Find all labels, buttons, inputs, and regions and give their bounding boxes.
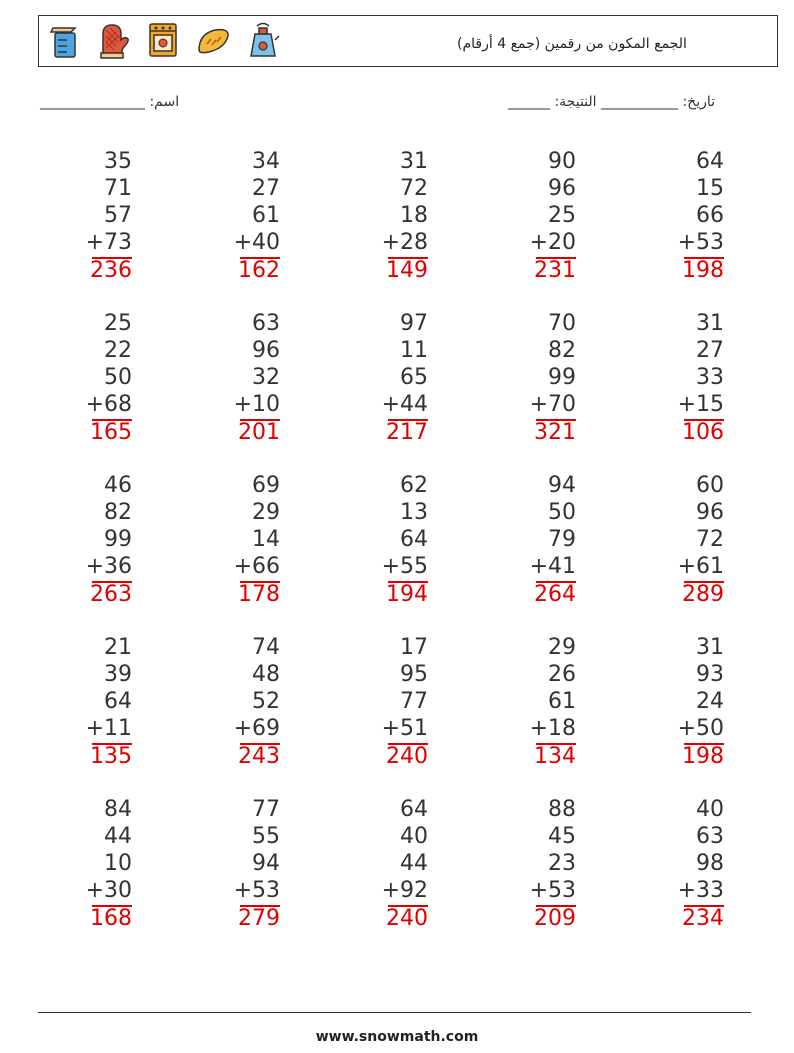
- sum-answer: 209: [534, 906, 576, 931]
- addend: 93: [696, 662, 724, 687]
- addend: 64: [400, 527, 428, 552]
- addition-problem: [654, 148, 724, 287]
- sum-answer: 234: [682, 906, 724, 931]
- addend: 48: [252, 662, 280, 687]
- addend: 96: [252, 338, 280, 363]
- addend: 29: [252, 500, 280, 525]
- addition-problem: [210, 472, 280, 611]
- addend-with-plus: +66: [233, 554, 280, 579]
- addend-with-plus: +73: [85, 230, 132, 255]
- addend: 96: [696, 500, 724, 525]
- addition-problem: [506, 796, 576, 935]
- sum-answer: 194: [386, 582, 428, 607]
- addend: 72: [696, 527, 724, 552]
- addition-problem: [210, 310, 280, 449]
- addend-with-plus: +53: [233, 878, 280, 903]
- sum-answer: 165: [90, 420, 132, 445]
- addend: 61: [548, 689, 576, 714]
- oven-mitt-icon: [95, 20, 131, 60]
- footer-divider: [38, 1012, 751, 1013]
- addend-with-plus: +41: [529, 554, 576, 579]
- addend: 40: [400, 824, 428, 849]
- footer-site: www.snowmath.com: [315, 1029, 479, 1045]
- addend: 99: [548, 365, 576, 390]
- addend: 50: [548, 500, 576, 525]
- addend-with-plus: +50: [677, 716, 724, 741]
- addend: 69: [252, 473, 280, 498]
- addend-with-plus: +28: [381, 230, 428, 255]
- addend: 44: [400, 851, 428, 876]
- addition-problem: [210, 796, 280, 935]
- addition-problem: [506, 472, 576, 611]
- addition-problem: [62, 796, 132, 935]
- sum-answer: 149: [386, 258, 428, 283]
- sum-answer: 134: [534, 744, 576, 769]
- addend: 95: [400, 662, 428, 687]
- addend-with-plus: +20: [529, 230, 576, 255]
- sum-answer: 240: [386, 744, 428, 769]
- addend: 13: [400, 500, 428, 525]
- addend-with-plus: +51: [381, 716, 428, 741]
- addend: 98: [696, 851, 724, 876]
- addend: 46: [104, 473, 132, 498]
- addend-with-plus: +36: [85, 554, 132, 579]
- sum-answer: 135: [90, 744, 132, 769]
- addition-problem: [654, 472, 724, 611]
- addend: 33: [696, 365, 724, 390]
- addend-with-plus: +61: [677, 554, 724, 579]
- addend: 61: [252, 203, 280, 228]
- addend: 40: [696, 797, 724, 822]
- addend: 34: [252, 149, 280, 174]
- addend: 32: [252, 365, 280, 390]
- sum-answer: 289: [682, 582, 724, 607]
- addend: 66: [696, 203, 724, 228]
- addend: 18: [400, 203, 428, 228]
- addend: 50: [104, 365, 132, 390]
- addend: 44: [104, 824, 132, 849]
- addend: 97: [400, 311, 428, 336]
- sum-answer: 263: [90, 582, 132, 607]
- addition-problem: [62, 634, 132, 773]
- addend: 79: [548, 527, 576, 552]
- bread-icon: [195, 20, 231, 60]
- header-box: [38, 15, 778, 67]
- addend-with-plus: +55: [381, 554, 428, 579]
- kettle-icon: [245, 20, 281, 60]
- addition-problem: [62, 472, 132, 611]
- addend: 31: [696, 635, 724, 660]
- sum-answer: 168: [90, 906, 132, 931]
- addend: 71: [104, 176, 132, 201]
- addend-with-plus: +30: [85, 878, 132, 903]
- sum-answer: 198: [682, 258, 724, 283]
- addend: 10: [104, 851, 132, 876]
- sum-answer: 231: [534, 258, 576, 283]
- addition-problem: [358, 310, 428, 449]
- addition-problem: [210, 634, 280, 773]
- addend: 64: [696, 149, 724, 174]
- addend: 63: [696, 824, 724, 849]
- addend: 14: [252, 527, 280, 552]
- addend: 96: [548, 176, 576, 201]
- addend: 23: [548, 851, 576, 876]
- addition-problem: [654, 796, 724, 935]
- sum-answer: 240: [386, 906, 428, 931]
- sum-answer: 217: [386, 420, 428, 445]
- addend: 82: [104, 500, 132, 525]
- addend: 65: [400, 365, 428, 390]
- sum-answer: 198: [682, 744, 724, 769]
- addition-problem: [210, 148, 280, 287]
- addend: 24: [696, 689, 724, 714]
- addend: 72: [400, 176, 428, 201]
- addend: 17: [400, 635, 428, 660]
- addend: 31: [400, 149, 428, 174]
- addend: 39: [104, 662, 132, 687]
- addend-with-plus: +18: [529, 716, 576, 741]
- name-field-label: _______________ :اسم: [40, 94, 180, 110]
- addend: 45: [548, 824, 576, 849]
- addend: 84: [104, 797, 132, 822]
- addend-with-plus: +10: [233, 392, 280, 417]
- addend: 74: [252, 635, 280, 660]
- addition-problem: [358, 796, 428, 935]
- addend: 77: [252, 797, 280, 822]
- sum-answer: 321: [534, 420, 576, 445]
- addend: 60: [696, 473, 724, 498]
- addend: 64: [400, 797, 428, 822]
- addition-problem: [506, 148, 576, 287]
- addition-problem: [62, 148, 132, 287]
- addend: 35: [104, 149, 132, 174]
- addend-with-plus: +92: [381, 878, 428, 903]
- header-icons: [45, 20, 281, 60]
- addend: 62: [400, 473, 428, 498]
- measuring-jug-icon: [45, 20, 81, 60]
- addend: 82: [548, 338, 576, 363]
- addition-problem: [358, 634, 428, 773]
- sum-answer: 264: [534, 582, 576, 607]
- addition-problem: [506, 634, 576, 773]
- addend-with-plus: +44: [381, 392, 428, 417]
- addend: 21: [104, 635, 132, 660]
- addend: 88: [548, 797, 576, 822]
- addend: 63: [252, 311, 280, 336]
- addend: 70: [548, 311, 576, 336]
- addend-with-plus: +11: [85, 716, 132, 741]
- addend: 94: [548, 473, 576, 498]
- sum-answer: 236: [90, 258, 132, 283]
- sum-answer: 178: [238, 582, 280, 607]
- addition-problem: [654, 634, 724, 773]
- addition-problem: [358, 472, 428, 611]
- addition-problem: [654, 310, 724, 449]
- addend: 27: [696, 338, 724, 363]
- addend: 99: [104, 527, 132, 552]
- addend-with-plus: +69: [233, 716, 280, 741]
- page-title: الجمع المكون من رقمين (جمع 4 أرقام): [457, 36, 687, 52]
- addend-with-plus: +70: [529, 392, 576, 417]
- addend: 29: [548, 635, 576, 660]
- addend: 25: [104, 311, 132, 336]
- addend-with-plus: +53: [677, 230, 724, 255]
- addend-with-plus: +68: [85, 392, 132, 417]
- addend: 27: [252, 176, 280, 201]
- oven-icon: [145, 20, 181, 60]
- addend: 11: [400, 338, 428, 363]
- addend: 57: [104, 203, 132, 228]
- addend: 77: [400, 689, 428, 714]
- addend: 52: [252, 689, 280, 714]
- sum-answer: 162: [238, 258, 280, 283]
- sum-answer: 201: [238, 420, 280, 445]
- addend-with-plus: +33: [677, 878, 724, 903]
- addend: 64: [104, 689, 132, 714]
- addend: 22: [104, 338, 132, 363]
- addend: 90: [548, 149, 576, 174]
- addend-with-plus: +15: [677, 392, 724, 417]
- addend: 94: [252, 851, 280, 876]
- addend: 26: [548, 662, 576, 687]
- addend: 55: [252, 824, 280, 849]
- addition-problem: [358, 148, 428, 287]
- addend: 31: [696, 311, 724, 336]
- addition-problem: [62, 310, 132, 449]
- addend: 15: [696, 176, 724, 201]
- sum-answer: 106: [682, 420, 724, 445]
- date-score-field-label: ______ :تاريخ: ___________ النتيجة: [508, 94, 716, 110]
- sum-answer: 279: [238, 906, 280, 931]
- addend: 25: [548, 203, 576, 228]
- sum-answer: 243: [238, 744, 280, 769]
- addend-with-plus: +40: [233, 230, 280, 255]
- addend-with-plus: +53: [529, 878, 576, 903]
- addition-problem: [506, 310, 576, 449]
